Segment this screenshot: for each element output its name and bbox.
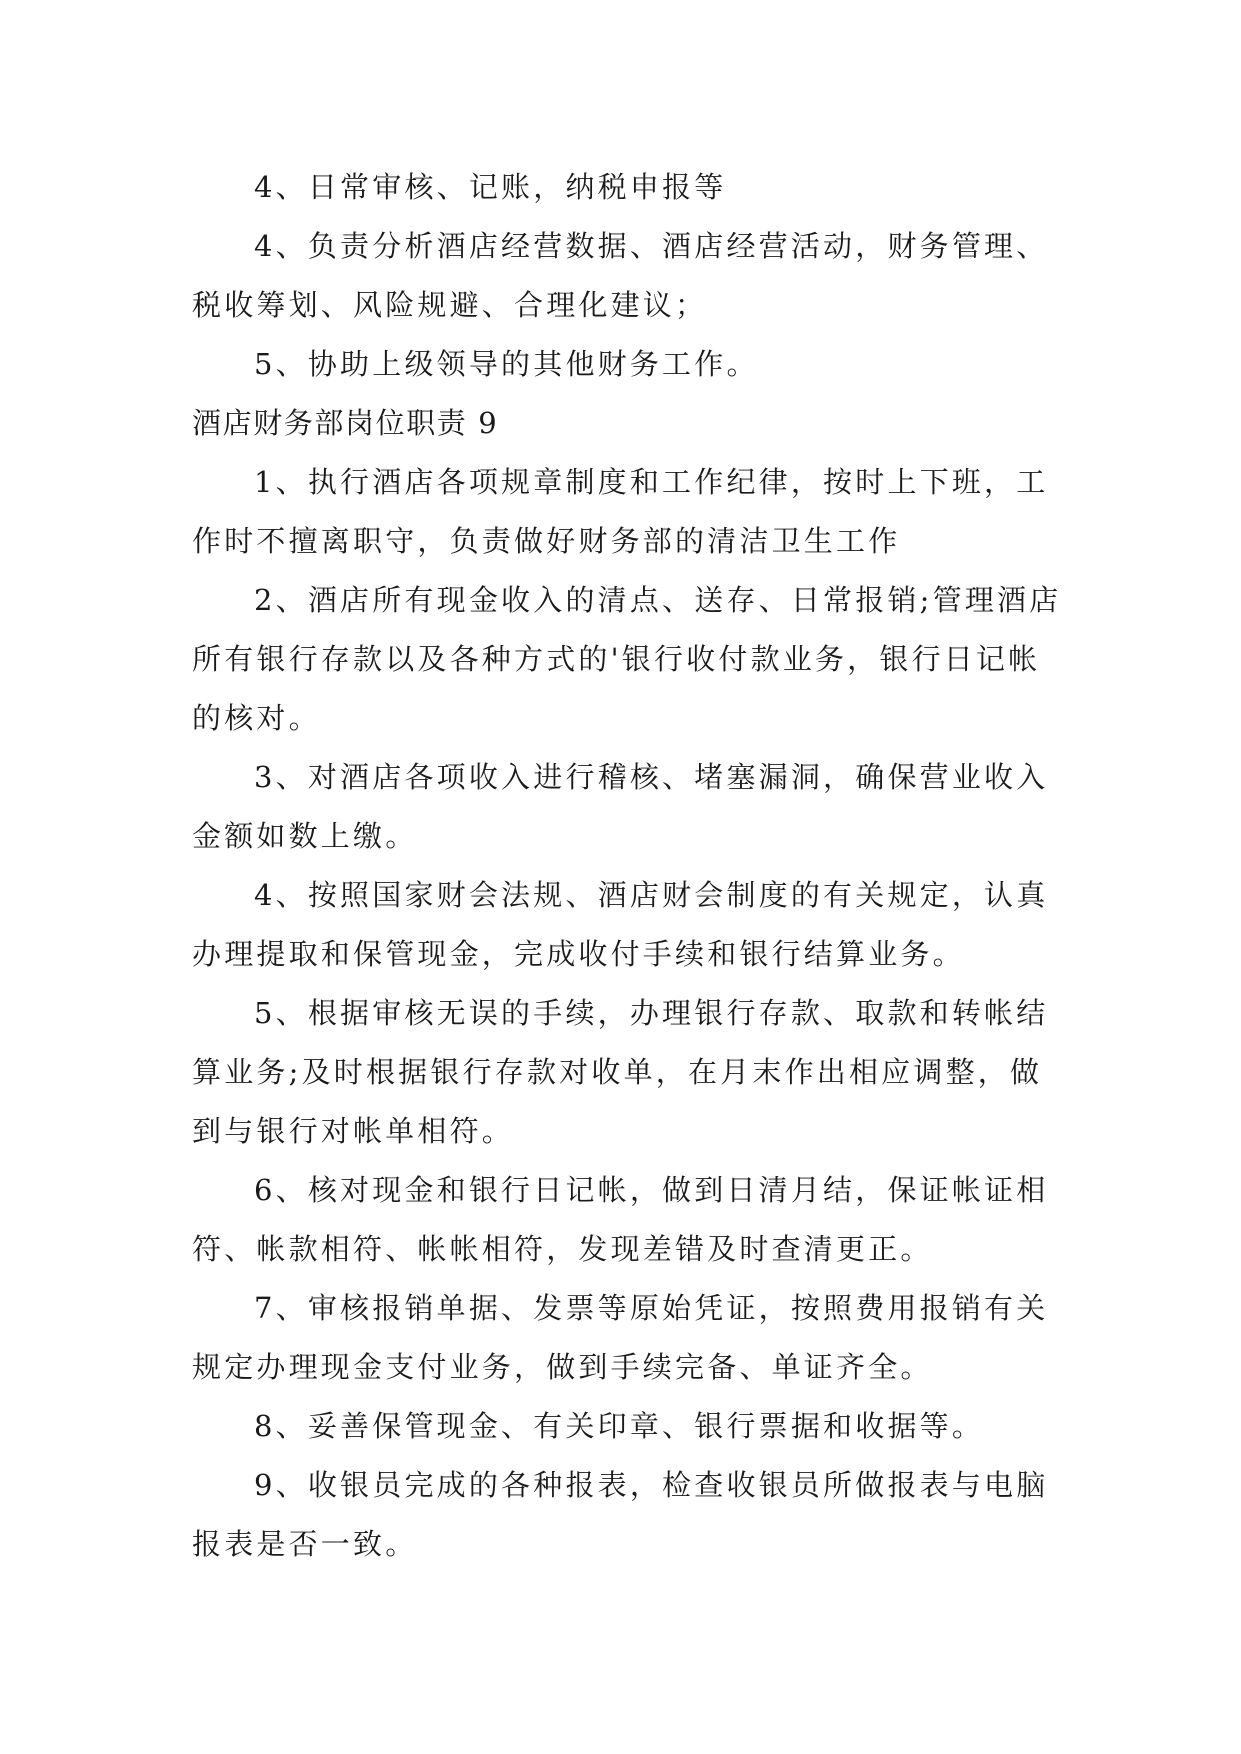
duty-item-5: 5、根据审核无误的手续，办理银行存款、取款和转帐结算业务;及时根据银行存款对收单，在月末作出相应调整，做到与银行对帐单相符。 — [192, 996, 1049, 1148]
duty-item-6: 6、核对现金和银行日记帐，做到日清月结，保证帐证相符、帐款相符、帐帐相符，发现差错及时查清更正。 — [192, 1173, 1049, 1266]
duty-item-7: 7、审核报销单据、发票等原始凭证，按照费用报销有关规定办理现金支付业务，做到手续完备、单证齐全。 — [192, 1291, 1049, 1384]
document-body — [192, 158, 1072, 1574]
paragraph-analysis: 4、负责分析酒店经营数据、酒店经营活动，财务管理、税收筹划、风险规避、合理化建议； — [192, 229, 1049, 322]
duty-item-4: 4、按照国家财会法规、酒店财会制度的有关规定，认真办理提取和保管现金，完成收付手续和银行结算业务。 — [192, 878, 1049, 971]
duty-item-2: 2、酒店所有现金收入的清点、送存、日常报销;管理酒店所有银行存款以及各种方式的'银行收付款业务，银行日记帐的核对。 — [192, 583, 1062, 735]
duty-item-9: 9、收银员完成的各种报表，检查收银员所做报表与电脑报表是否一致。 — [192, 1468, 1049, 1561]
paragraph-assist: 5、协助上级领导的其他财务工作。 — [254, 347, 759, 381]
duty-item-1: 1、执行酒店各项规章制度和工作纪律，按时上下班，工作时不擅离职守，负责做好财务部的清洁卫生工作 — [192, 465, 1049, 558]
paragraph-daily-audit: 4、日常审核、记账，纳税申报等 — [254, 170, 727, 204]
section-title: 酒店财务部岗位职责 9 — [192, 406, 499, 440]
duty-item-8: 8、妥善保管现金、有关印章、银行票据和收据等。 — [254, 1409, 985, 1443]
duty-item-3: 3、对酒店各项收入进行稽核、堵塞漏洞，确保营业收入金额如数上缴。 — [192, 760, 1049, 853]
